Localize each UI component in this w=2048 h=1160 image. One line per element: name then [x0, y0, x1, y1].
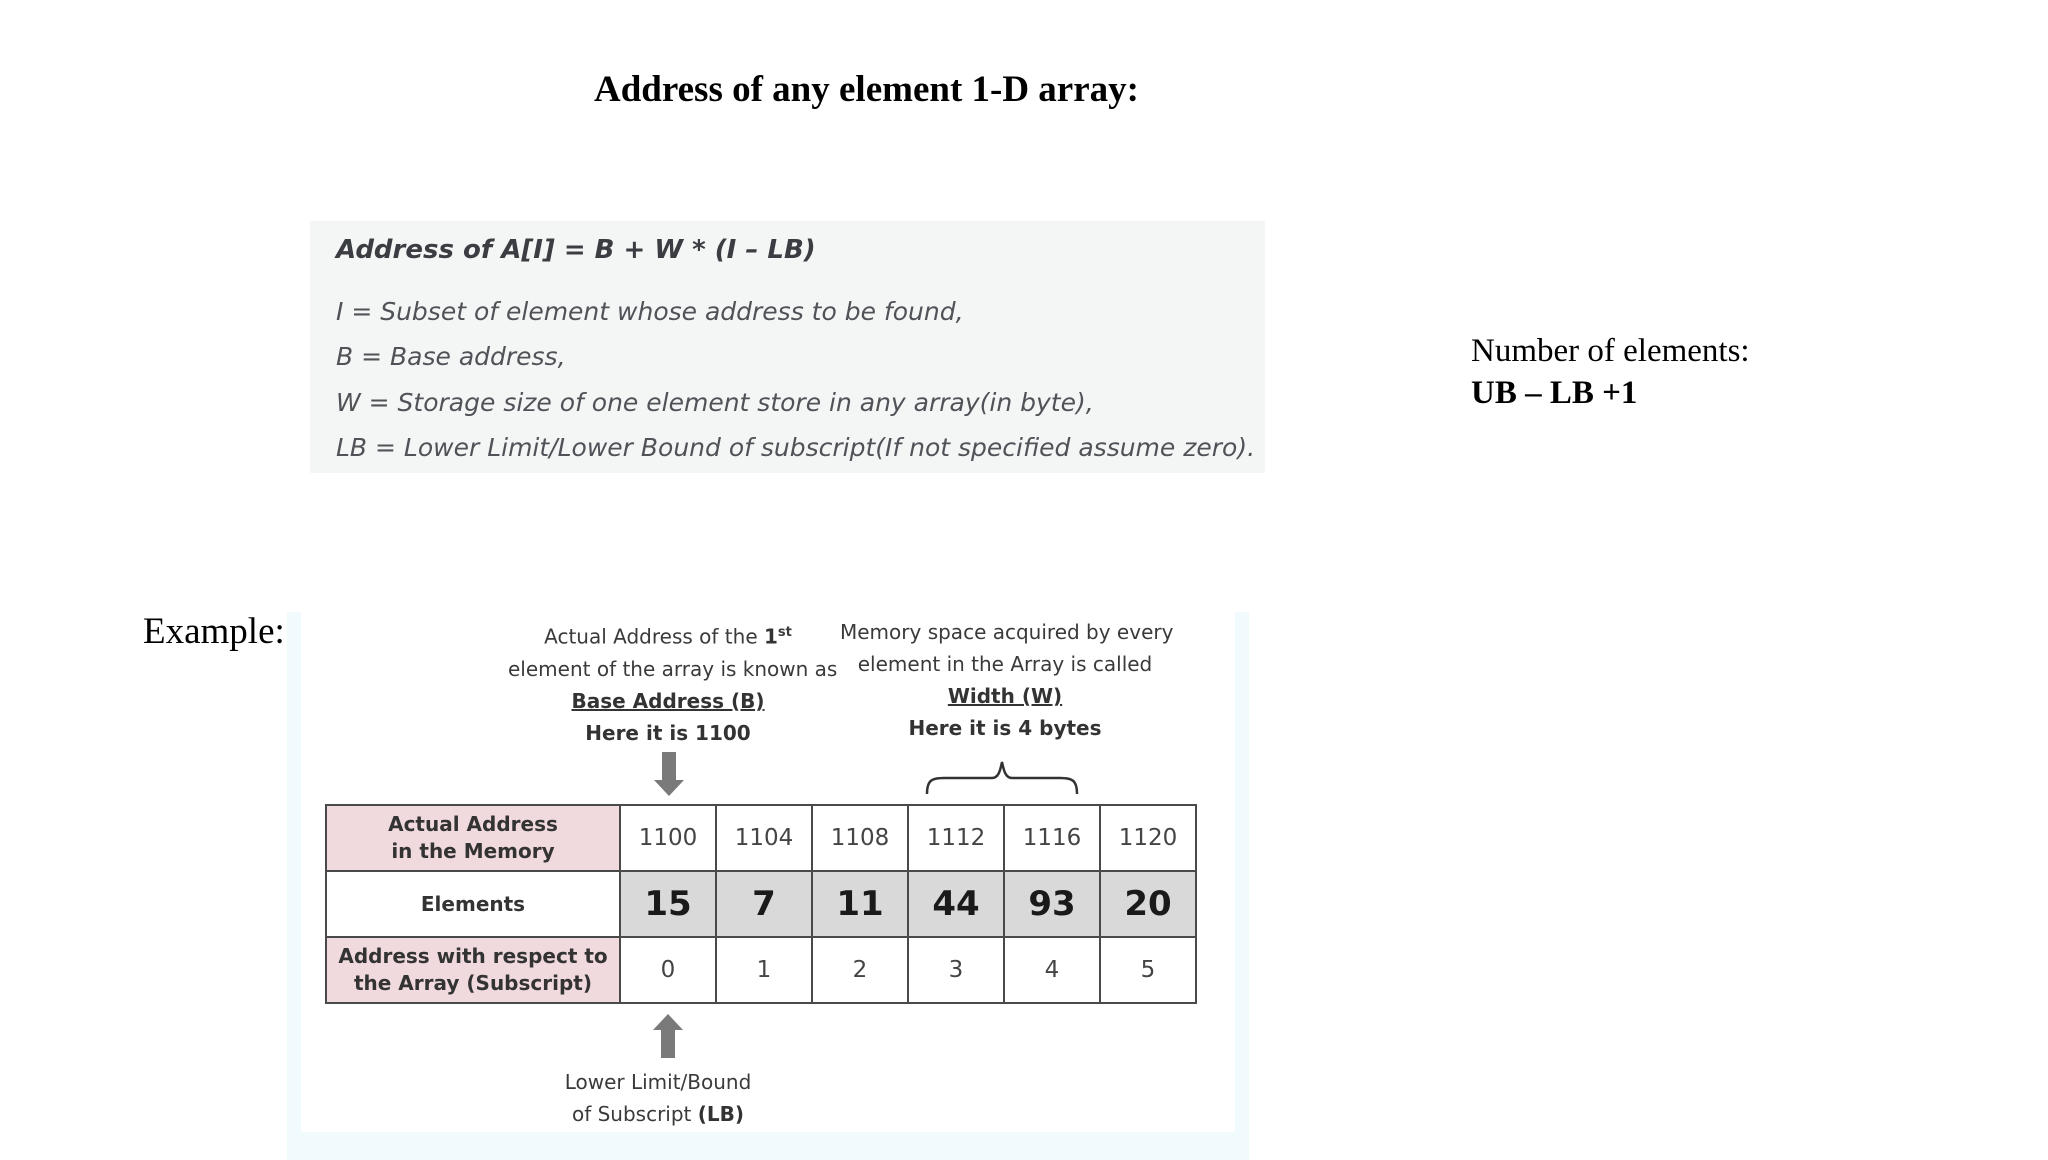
down-arrow-icon: [652, 752, 686, 798]
elements-row: [326, 871, 1196, 937]
width-note-line2: element in the Array is called: [857, 652, 1153, 676]
element-cell: 44: [908, 871, 1004, 937]
address-cell: 1108: [812, 805, 908, 871]
subscript-cell: 0: [620, 937, 716, 1003]
subscript-cell: 1: [716, 937, 812, 1003]
page-title: Address of any element 1-D array:: [594, 69, 1139, 110]
lower-bound-note: [508, 1066, 808, 1130]
formula-box: [310, 221, 1265, 473]
lb-note-line2: of Subscript (LB): [571, 1102, 745, 1126]
address-cell: 1116: [1004, 805, 1100, 871]
element-cell: 7: [716, 871, 812, 937]
element-cell: 11: [812, 871, 908, 937]
subscript-row: [326, 937, 1196, 1003]
lb-note-line1: Lower Limit/Bound: [564, 1070, 752, 1094]
element-count-block: [1471, 330, 1750, 414]
base-note-line2: element of the array is known as: [508, 656, 838, 681]
base-address-note: [508, 617, 838, 749]
elements-row-header: Elements: [326, 871, 620, 937]
address-cell: 1104: [716, 805, 812, 871]
address-formula: Address of A[I] = B + W * (I – LB): [336, 235, 816, 265]
width-term: Width (W): [947, 684, 1063, 708]
width-note: [840, 616, 1174, 744]
address-row: [326, 805, 1196, 871]
element-cell: 20: [1100, 871, 1196, 937]
definition-w: W = Storage size of one element store in any array(in byte),: [336, 388, 1094, 417]
definition-b: B = Base address,: [336, 342, 566, 371]
definition-lb: LB = Lower Limit/Lower Bound of subscript(If not specified assume zero).: [336, 433, 1256, 462]
address-cell: 1100: [620, 805, 716, 871]
element-cell: 15: [620, 871, 716, 937]
subscript-cell: 3: [908, 937, 1004, 1003]
address-cell: 1120: [1100, 805, 1196, 871]
curly-brace-icon: [924, 758, 1084, 796]
address-row-header: Actual Address in the Memory: [326, 805, 620, 871]
base-note-line1: Actual Address of the 1st: [544, 624, 792, 649]
subscript-cell: 2: [812, 937, 908, 1003]
width-value: Here it is 4 bytes: [908, 716, 1102, 740]
address-cell: 1112: [908, 805, 1004, 871]
example-label: Example:: [143, 611, 285, 652]
base-address-term: Base Address (B): [571, 688, 765, 713]
subscript-cell: 4: [1004, 937, 1100, 1003]
element-count-label: Number of elements:: [1471, 333, 1750, 369]
base-address-value: Here it is 1100: [585, 720, 751, 745]
width-note-line1: Memory space acquired by every: [840, 620, 1174, 644]
memory-table: [325, 804, 1197, 1004]
definition-i: I = Subset of element whose address to be found,: [336, 297, 964, 326]
element-cell: 93: [1004, 871, 1100, 937]
element-count-formula: UB – LB +1: [1471, 375, 1638, 411]
up-arrow-icon: [651, 1014, 685, 1060]
subscript-cell: 5: [1100, 937, 1196, 1003]
subscript-row-header: Address with respect to the Array (Subscript): [326, 937, 620, 1003]
